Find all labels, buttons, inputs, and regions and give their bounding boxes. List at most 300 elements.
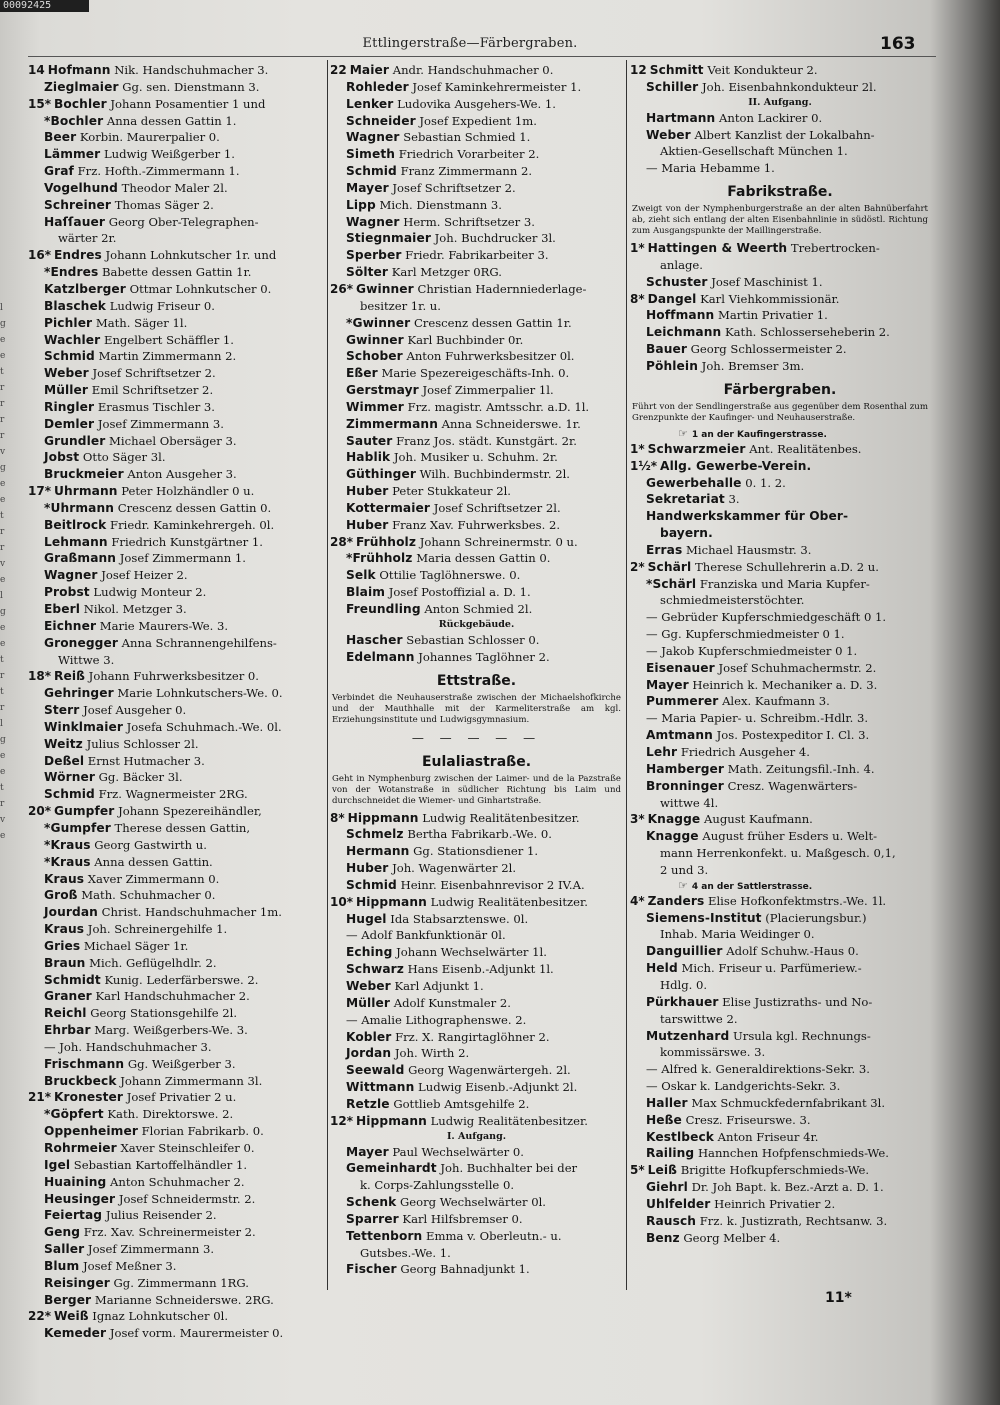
resident-name: Haſſauer — [44, 214, 106, 229]
directory-entry — [28, 298, 324, 315]
resident-name: Retzle — [346, 1096, 390, 1111]
directory-entry — [28, 668, 324, 685]
directory-entry — [630, 592, 930, 609]
entry-details: Kath. Direktorswe. 2. — [107, 1107, 234, 1122]
entry-details: Ernst Hutmacher 3. — [87, 753, 205, 768]
entry-details: Karl Hilfsbremser 0. — [402, 1211, 523, 1226]
resident-name: Schober — [346, 349, 403, 364]
entry-details: — Maria Hebamme 1. — [646, 161, 775, 176]
directory-entry — [330, 1113, 623, 1130]
separator-dashes: — — — — — — [411, 730, 542, 745]
directory-entry — [28, 214, 324, 231]
directory-entry — [330, 146, 623, 163]
resident-name: Blum — [44, 1258, 80, 1273]
directory-entry — [28, 281, 324, 298]
resident-name: Haller — [646, 1095, 688, 1110]
edge-letter: e — [0, 767, 6, 777]
directory-entry — [28, 1073, 324, 1090]
house-number: 14 — [28, 63, 45, 77]
resident-name: Eßer — [346, 366, 378, 381]
resident-name: Schmelz — [346, 827, 404, 842]
directory-entry — [330, 843, 623, 860]
directory-entry — [330, 826, 623, 843]
directory-entry — [28, 113, 324, 130]
directory-entry — [28, 129, 324, 146]
entry-details: Johann Posamentier 1 und — [110, 96, 266, 111]
edge-letter: r — [0, 703, 5, 713]
street-corner-marker — [630, 879, 930, 893]
entry-details: Anna dessen Gattin 1. — [106, 113, 237, 128]
directory-entry — [330, 877, 623, 894]
directory-entry — [630, 143, 930, 160]
resident-name: *Kraus — [44, 837, 91, 852]
resident-name: Hugel — [346, 911, 387, 926]
entry-details: Martin Zimmermann 2. — [98, 349, 237, 364]
entry-details: Gg. Zimmermann 1RG. — [113, 1275, 249, 1290]
entry-details: Kath. Schlosserseheberin 2. — [724, 325, 890, 340]
resident-name: Frischmann — [44, 1056, 125, 1071]
resident-name: Oppenheimer — [44, 1124, 138, 1139]
resident-name: Deßel — [44, 753, 85, 768]
directory-entry — [28, 820, 324, 837]
resident-name: Wachler — [44, 332, 101, 347]
street-heading: Eulaliastraße. — [421, 753, 532, 770]
entry-details: Friedrich Ausgeher 4. — [680, 745, 810, 759]
resident-name: Schenk — [346, 1195, 397, 1210]
resident-name: Lipp — [346, 197, 376, 212]
entry-details: Karl Buchbinder 0r. — [407, 332, 524, 347]
edge-letter: g — [0, 735, 6, 745]
resident-name: Hattingen & Weerth — [647, 241, 788, 256]
entry-details: Frz. Xav. Schreinermeister 2. — [83, 1225, 256, 1240]
entry-details: Ludovika Ausgehers-We. 1. — [397, 96, 556, 111]
house-number: 16* — [28, 248, 51, 263]
resident-name: Held — [646, 961, 678, 976]
entry-details: Friedrich Vorarbeiter 2. — [398, 147, 540, 162]
resident-name: Hablik — [346, 450, 391, 465]
directory-entry — [630, 576, 930, 593]
directory-entry — [28, 1157, 324, 1174]
resident-name: Schreiner — [44, 197, 111, 212]
directory-entry — [630, 1196, 930, 1213]
entry-details: Joh. Buchdrucker 3l. — [434, 231, 556, 246]
entry-details: Ludwig Weißgerber 1. — [103, 147, 235, 162]
entry-details: Ludwig Realitätenbesitzer. — [430, 1113, 588, 1128]
street-corner-marker — [630, 427, 930, 441]
directory-entry — [630, 1061, 930, 1078]
directory-entry — [330, 1211, 623, 1228]
directory-entry — [330, 1045, 623, 1062]
resident-name: Huber — [346, 517, 389, 532]
entry-details: Joh. Wagenwärter 2l. — [392, 861, 517, 876]
directory-entry — [630, 62, 930, 79]
edge-letter: r — [0, 527, 5, 537]
entry-details: Georg Gastwirth u. — [94, 837, 207, 852]
directory-entry — [28, 1005, 324, 1022]
entry-details: Adolf Kunstmaler 2. — [393, 995, 511, 1010]
directory-entry — [28, 584, 324, 601]
directory-entry — [28, 972, 324, 989]
entry-details: Florian Fabrikarb. 0. — [141, 1124, 264, 1139]
edge-letter: l — [0, 303, 3, 313]
resident-name: Weiß — [53, 1309, 89, 1324]
entry-details: Marie Spezereigeschäfts-Inh. 0. — [381, 366, 570, 381]
resident-name: Pöhlein — [646, 358, 698, 373]
resident-name: Gewerbehalle — [646, 475, 742, 490]
directory-entry — [630, 1145, 930, 1162]
edge-letter: t — [0, 655, 4, 665]
page-header-title: Ettlingerstraße—Färbergraben. — [362, 36, 578, 51]
entry-details: Georg Melber 4. — [683, 1230, 781, 1245]
entry-details: Josef Postoffizial a. D. 1. — [388, 585, 531, 600]
resident-name: Hamberger — [646, 761, 725, 776]
resident-name: Müller — [44, 383, 89, 398]
entry-details: Ludwig Monteur 2. — [93, 585, 207, 600]
entry-details: Otto Säger 3l. — [82, 450, 166, 465]
directory-entry — [28, 887, 324, 904]
resident-name: Probst — [44, 585, 90, 600]
directory-entry — [28, 1258, 324, 1275]
house-number: 1½* — [630, 458, 658, 473]
resident-name: Gerstmayr — [346, 383, 419, 398]
resident-name: Bruckbeck — [44, 1073, 117, 1088]
directory-entry — [28, 466, 324, 483]
resident-name: Kraus — [44, 871, 85, 886]
directory-entry — [330, 298, 623, 315]
resident-name: Blaim — [346, 585, 386, 600]
resident-name: Sperber — [346, 248, 402, 263]
resident-name: Wagner — [346, 130, 400, 145]
resident-name: Güthinger — [346, 467, 416, 482]
directory-entry — [630, 110, 930, 127]
directory-entry — [630, 1129, 930, 1146]
resident-name: Geng — [44, 1225, 81, 1240]
directory-entry — [28, 197, 324, 214]
entry-details: Christ. Handschuhmacher 1m. — [101, 905, 282, 920]
directory-entry — [28, 786, 324, 803]
archive-stamp: 00092425 — [0, 0, 89, 12]
edge-letter: r — [0, 431, 5, 441]
entry-details: Joh. Bremser 3m. — [701, 358, 805, 373]
resident-name: Schmitt — [649, 63, 704, 77]
directory-entry — [630, 943, 930, 960]
entry-details: — Gebrüder Kupferschmiedgeschäft 0 1. — [646, 610, 887, 625]
entry-details: Albert Kanzlist der Lokalbahn- — [694, 127, 875, 142]
entry-details: anlage. — [660, 257, 703, 272]
directory-entry — [330, 1096, 623, 1113]
entry-details: Joh. Buchhalter bei der — [440, 1161, 578, 1176]
directory-entry — [28, 988, 324, 1005]
edge-letter: e — [0, 335, 6, 345]
entry-details: Franz Jos. städt. Kunstgärt. 2r. — [396, 433, 577, 448]
entry-details: Mich. Geflügelhdlr. 2. — [89, 955, 217, 970]
resident-name: Weitz — [44, 736, 83, 751]
entry-details: Martin Privatier 1. — [717, 308, 828, 323]
directory-entry — [330, 1029, 623, 1046]
street-description: Geht in Nymphenburg zwischen der Laimer- und de la Pazstraße von der Wotanstraße in südlicher Richtung bis Laim und durchschneidet die Wiemer- und Ginhartstraße. — [332, 773, 621, 806]
entry-details: Joh. Wirth 2. — [394, 1046, 470, 1061]
resident-name: *Göpfert — [44, 1107, 104, 1122]
resident-name: *Frühholz — [346, 551, 413, 566]
entry-details: — Maria Papier- u. Schreibm.-Hdlr. 3. — [646, 711, 869, 726]
directory-entry — [630, 559, 930, 576]
resident-name: Reiß — [53, 669, 85, 684]
directory-entry — [28, 1207, 324, 1224]
directory-entry — [28, 803, 324, 820]
resident-name: Eching — [346, 945, 393, 960]
entry-details: Math. Säger 1l. — [95, 315, 188, 330]
resident-name: Kottermaier — [346, 500, 431, 515]
resident-name: Pichler — [44, 315, 93, 330]
entry-details: Emma v. Oberleutn.- u. — [426, 1228, 562, 1243]
directory-entry — [28, 567, 324, 584]
edge-letter: r — [0, 799, 5, 809]
directory-entry — [28, 938, 324, 955]
resident-name: *Schärl — [646, 576, 697, 591]
entry-details: besitzer 1r. u. — [360, 298, 441, 313]
resident-name: Wagner — [44, 568, 98, 583]
directory-entry — [28, 904, 324, 921]
entry-details: Veit Kondukteur 2. — [707, 63, 818, 77]
edge-letter: e — [0, 495, 6, 505]
directory-entry — [330, 1062, 623, 1079]
entry-details: Frz. k. Justizrath, Rechtsanw. 3. — [699, 1213, 888, 1228]
directory-entry — [630, 977, 930, 994]
directory-entry — [330, 129, 623, 146]
resident-name: Gehringer — [44, 686, 114, 701]
resident-name: Zanders — [647, 893, 705, 908]
edge-letter: e — [0, 639, 6, 649]
entry-details: Michael Säger 1r. — [83, 938, 189, 953]
entry-details: Sebastian Schlosser 0. — [406, 632, 540, 647]
entry-details: Ludwig Eisenb.-Adjunkt 2l. — [418, 1080, 578, 1095]
edge-letter: e — [0, 351, 6, 361]
entry-details: Anna Schrannengehilfens- — [121, 635, 277, 650]
entry-details: 2 und 3. — [660, 862, 709, 877]
directory-entry — [630, 491, 930, 508]
entry-details: Therese Schullehrerin a.D. 2 u. — [695, 559, 879, 574]
resident-name: Lenker — [346, 96, 394, 111]
directory-entry — [28, 365, 324, 382]
entry-details: Josefa Schuhmach.-We. 0l. — [126, 719, 282, 734]
resident-name: Ehrbar — [44, 1023, 91, 1038]
edge-letter: e — [0, 751, 6, 761]
entry-details: Josef Zimmermann 3. — [97, 416, 224, 431]
house-number: 8* — [330, 810, 345, 825]
resident-name: *Gumpfer — [44, 820, 111, 835]
entry-details: Brigitte Hofkupferschmieds-We. — [680, 1163, 870, 1178]
directory-entry — [630, 441, 930, 458]
resident-name: Edelmann — [346, 649, 415, 664]
directory-entry — [630, 257, 930, 274]
resident-name: *Kraus — [44, 854, 91, 869]
resident-name: Gries — [44, 938, 81, 953]
entry-details: Gutsbes.-We. 1. — [360, 1245, 451, 1260]
entry-details: Josef Kaminkehrermeister 1. — [412, 79, 582, 94]
entry-details: Anton Fuhrwerksbesitzer 0l. — [406, 349, 575, 364]
directory-entry — [630, 160, 930, 177]
resident-name: Gemeinhardt — [346, 1161, 437, 1176]
entry-details: Georg Bahnadjunkt 1. — [400, 1262, 530, 1277]
pointing-hand-icon: ☞ — [678, 878, 688, 892]
entry-details: Therese dessen Gattin, — [114, 820, 251, 835]
entry-details: Crescenz dessen Gattin 0. — [117, 500, 272, 515]
directory-entry — [28, 1241, 324, 1258]
entry-details: Frz. Hofth.-Zimmermann 1. — [77, 164, 240, 179]
resident-name: Leichmann — [646, 325, 722, 340]
directory-entry — [630, 240, 930, 257]
resident-name: Hartmann — [646, 110, 716, 125]
entry-details: Anton Schuhmacher 2. — [110, 1174, 245, 1189]
entry-details: Johann Spezereihändler, — [118, 804, 262, 819]
corner-marker-text: 1 an der Kaufingerstrasse. — [691, 429, 827, 440]
entry-details: Johann Wechselwärter 1l. — [396, 945, 547, 960]
directory-entry — [28, 247, 324, 264]
directory-entry — [28, 955, 324, 972]
entry-details: Marianne Schneiderswe. 2RG. — [94, 1292, 274, 1307]
entry-details: Josef Zimmermann 1. — [119, 551, 246, 566]
entry-details: Ottilie Taglöhnerswe. 0. — [379, 568, 521, 583]
resident-name: Katzlberger — [44, 281, 126, 296]
entry-details: Jos. Postexpeditor I. Cl. 3. — [716, 728, 870, 743]
entry-details: Josef Heizer 2. — [101, 568, 188, 583]
entry-details: — Amalie Lithographenswe. 2. — [346, 1012, 527, 1027]
directory-entry — [630, 643, 930, 660]
entry-details: 0. 1. 2. — [745, 475, 786, 490]
directory-entry — [330, 1194, 623, 1211]
directory-entry — [330, 62, 623, 79]
directory-entry — [330, 264, 623, 281]
entry-details: Xaver Zimmermann 0. — [87, 871, 220, 886]
directory-entry — [28, 618, 324, 635]
entry-details: Johann Lohnkutscher 1r. und — [105, 248, 277, 263]
directory-entry — [330, 1144, 623, 1161]
resident-name: Seewald — [346, 1063, 405, 1078]
entry-details: Johann Fuhrwerksbesitzer 0. — [88, 669, 259, 684]
entry-details: Cresz. Wagenwärters- — [727, 778, 858, 793]
directory-entry — [330, 230, 623, 247]
directory-entry — [28, 500, 324, 517]
directory-entry — [330, 1012, 623, 1029]
entry-details: Nikol. Metzger 3. — [83, 602, 187, 616]
directory-entry — [28, 837, 324, 854]
resident-name: Bruckmeier — [44, 467, 124, 482]
entry-details: Math. Schuhmacher 0. — [81, 888, 216, 903]
entry-details: Anna Schneiderswe. 1r. — [441, 416, 581, 431]
house-number: 10* — [330, 894, 353, 909]
directory-entry — [28, 1191, 324, 1208]
house-number: 1* — [630, 441, 645, 456]
entry-details: Michael Hausmstr. 3. — [686, 542, 812, 557]
resident-name: Saller — [44, 1242, 85, 1257]
resident-name: Braun — [44, 955, 86, 970]
directory-entry — [330, 927, 623, 944]
entry-details: Trebertrocken- — [790, 241, 880, 256]
entry-details: Josef Privatier 2 u. — [126, 1090, 237, 1105]
entry-details: Heinrich Privatier 2. — [714, 1196, 836, 1211]
resident-name: Pummerer — [646, 694, 719, 709]
directory-entry — [330, 332, 623, 349]
entry-details: Crescenz dessen Gattin 1r. — [413, 315, 572, 330]
entry-details: Josef Ausgeher 0. — [83, 703, 187, 718]
entry-details: Elise Hofkonfektmstrs.-We. 1l. — [708, 893, 887, 908]
directory-entry — [330, 466, 623, 483]
entry-details: Franz Zimmermann 2. — [400, 164, 533, 179]
column-divider-1 — [327, 60, 328, 1290]
resident-name: Graf — [44, 164, 74, 179]
entry-details: Korbin. Maurerpalier 0. — [79, 130, 220, 145]
resident-name: Schärl — [647, 559, 692, 574]
entry-details: — Alfred k. Generaldirektions-Sekr. 3. — [646, 1062, 870, 1077]
edge-letter: e — [0, 479, 6, 489]
entry-details: Paul Wechselwärter 0. — [392, 1144, 524, 1159]
entry-details: Joh. Schreinergehilfe 1. — [87, 922, 228, 937]
directory-entry — [630, 727, 930, 744]
house-number: 2* — [630, 559, 645, 574]
directory-entry — [28, 1292, 324, 1309]
entry-details: Marg. Weißgerbers-We. 3. — [94, 1023, 248, 1038]
directory-entry — [330, 584, 623, 601]
corner-marker-text: 4 an der Sattlerstrasse. — [691, 881, 813, 892]
resident-name: Lämmer — [44, 147, 101, 162]
previous-page-edge — [0, 300, 8, 1200]
resident-name: Zieglmaier — [44, 79, 119, 94]
entry-details: Josef Meßner 3. — [82, 1258, 177, 1273]
directory-entry — [630, 291, 930, 308]
directory-entry — [630, 508, 930, 525]
edge-letter: r — [0, 671, 5, 681]
directory-entry — [330, 315, 623, 332]
directory-entry — [330, 416, 623, 433]
entry-details: kommissärswe. 3. — [660, 1045, 766, 1060]
entry-details: — Oskar k. Landgerichts-Sekr. 3. — [646, 1079, 841, 1094]
directory-entry — [330, 1261, 623, 1278]
entry-details: Mich. Dienstmann 3. — [379, 197, 502, 212]
edge-letter: e — [0, 623, 6, 633]
entry-details: Emil Schriftsetzer 2. — [91, 383, 214, 398]
entry-details: Christian Hadernniederlage- — [417, 281, 587, 296]
edge-letter: g — [0, 607, 6, 617]
directory-entry — [630, 307, 930, 324]
resident-name: Danguillier — [646, 944, 723, 959]
entry-details: Frz. Wagnermeister 2RG. — [98, 787, 248, 802]
house-number: 26* — [330, 281, 353, 296]
resident-name: Weber — [346, 978, 391, 993]
directory-entry — [28, 230, 324, 247]
entry-details: August Kaufmann. — [703, 812, 813, 827]
house-number: 28* — [330, 534, 353, 549]
resident-name: Endres — [53, 248, 102, 263]
directory-entry — [28, 1089, 324, 1106]
edge-letter: l — [0, 591, 3, 601]
entry-details: Anton Schmied 2l. — [424, 602, 533, 616]
directory-entry — [330, 382, 623, 399]
directory-entry — [630, 677, 930, 694]
directory-entry — [630, 828, 930, 845]
entry-details: Anton Lackirer 0. — [719, 110, 823, 125]
directory-entry — [28, 96, 324, 113]
directory-entry — [330, 113, 623, 130]
resident-name: Müller — [346, 995, 391, 1010]
directory-entry — [28, 1140, 324, 1157]
house-number: 4* — [630, 893, 645, 908]
entry-details: Bertha Fabrikarb.-We. 0. — [407, 827, 552, 842]
entry-details: Elise Justizraths- und No- — [722, 994, 873, 1009]
entry-details: Franz Xav. Fuhrwerksbes. 2. — [392, 517, 561, 532]
entry-details: Ottmar Lohnkutscher 0. — [129, 281, 272, 296]
resident-name: Winklmaier — [44, 719, 123, 734]
house-number: 3* — [630, 812, 645, 827]
